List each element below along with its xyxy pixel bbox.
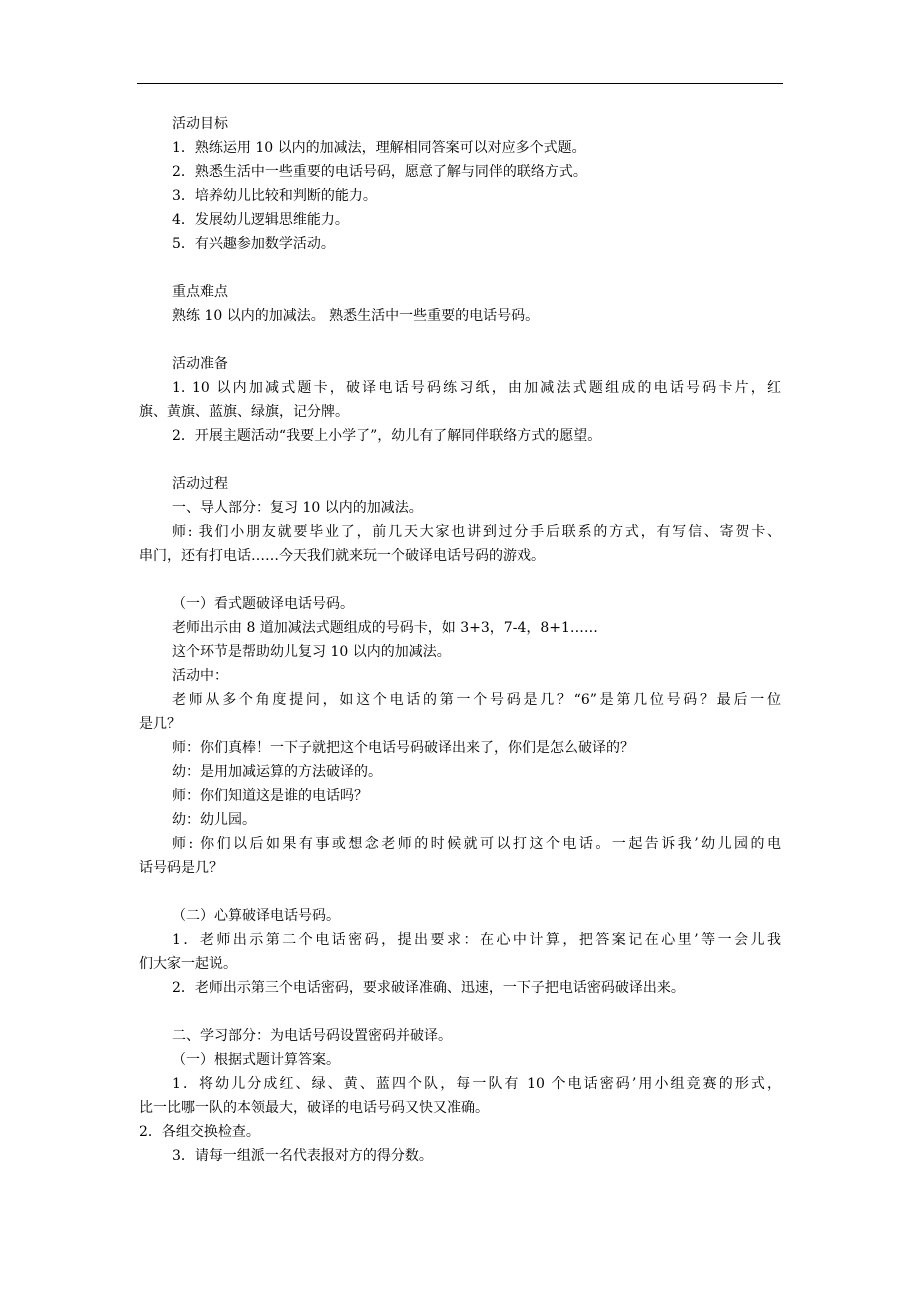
part2-item-1-line-2: 比一比哪一队的本领最大，破译的电话号码又快又准确。 (139, 1100, 489, 1116)
spacer (139, 256, 781, 280)
spacer (139, 328, 781, 352)
dialog-line-4: 幼：幼儿园。 (172, 812, 256, 828)
spacer (139, 568, 781, 592)
part2-item-3: 3．请每一组派一名代表报对方的得分数。 (172, 1148, 433, 1164)
sub1-line-4: 老师从多个角度提问，如这个电话的第一个号码是几？“6”是第几位号码？最后一位 (172, 692, 781, 708)
goal-item-5: 5．有兴趣参加数学活动。 (172, 236, 335, 252)
goals-heading: 活动目标 (172, 116, 228, 132)
part2-sub1-title: （一）根据式题计算答案。 (172, 1052, 340, 1068)
keypoints-heading: 重点难点 (172, 284, 228, 300)
sub2-item-1-line-2: 们大家一起说。 (139, 956, 237, 972)
dialog-line-2: 幼：是用加减运算的方法破译的。 (172, 764, 382, 780)
sub2-item-2: 2．老师出示第三个电话密码，要求破译准确、迅速，一下子把电话密码破译出来。 (172, 980, 685, 996)
dialog-line-1: 师：你们真棒！一下子就把这个电话号码破译出来了，你们是怎么破译的？ (172, 740, 634, 756)
goal-item-4: 4．发展幼儿逻辑思维能力。 (172, 212, 349, 228)
sub1-title: （一）看式题破译电话号码。 (172, 596, 354, 612)
part2-title: 二、学习部分：为电话号码设置密码并破译。 (172, 1028, 452, 1044)
sub1-line-5: 是几？ (139, 716, 181, 732)
goal-item-2: 2．熟悉生活中一些重要的电话号码，愿意了解与同伴的联络方式。 (172, 164, 587, 180)
dialog-line-5a: 师: 你们以后如果有事或想念老师的时候就可以打这个电话。一起告诉我’幼儿园的电 (172, 836, 781, 852)
document-body (139, 112, 781, 1168)
part2-item-2: 2．各组交换检查。 (139, 1124, 260, 1140)
prep-heading: 活动准备 (172, 356, 228, 372)
goal-item-3: 3．培养幼儿比较和判断的能力。 (172, 188, 377, 204)
goal-item-1: 1．熟练运用 10 以内的加减法，理解相同答案可以对应多个式题。 (172, 140, 586, 156)
teacher-intro-line-2: 串门，还有打电话……今天我们就来玩一个破译电话号码的游戏。 (139, 548, 545, 564)
dialog-line-5b: 话号码是几？ (139, 860, 223, 876)
sub1-line-1: 老师出示由 8 道加减法式题组成的号码卡，如 3+3，7-4，8+1…… (172, 620, 598, 636)
spacer (139, 1000, 781, 1024)
dialog-line-3: 师：你们知道这是谁的电话吗？ (172, 788, 368, 804)
sub2-title: （二）心算破译电话号码。 (172, 908, 340, 924)
process-heading: 活动过程 (172, 476, 228, 492)
sub1-line-2: 这个环节是帮助幼儿复习 10 以内的加减法。 (172, 644, 451, 660)
spacer (139, 880, 781, 904)
sub1-line-3: 活动中： (172, 668, 228, 684)
spacer (139, 448, 781, 472)
prep-item-1-line-1: 1. 10 以内加减式题卡，破译电话号码练习纸，由加减法式题组成的电话号码卡片，红 (172, 380, 781, 396)
keypoints-text: 熟练 10 以内的加减法。 熟悉生活中一些重要的电话号码。 (172, 308, 540, 324)
part1-title: 一、导人部分：复习 10 以内的加减法。 (172, 500, 423, 516)
prep-item-1-line-2: 旗、黄旗、蓝旗、绿旗，记分牌。 (139, 404, 349, 420)
part2-item-1-line-1: 1．将幼儿分成红、绿、黄、蓝四个队，每一队有 10 个电话密码’用小组竞赛的形式， (172, 1076, 781, 1092)
teacher-intro-line-1: 师: 我们小朋友就要毕业了，前几天大家也讲到过分手后联系的方式，有写信、寄贺卡、 (172, 524, 781, 540)
prep-item-2: 2．开展主题活动“我要上小学了”，幼儿有了解同伴联络方式的愿望。 (172, 428, 602, 444)
sub2-item-1-line-1: 1．老师出示第二个电话密码，提出要求：在心中计算，把答案记在心里’等一会儿我 (172, 932, 781, 948)
header-rule (137, 83, 783, 84)
